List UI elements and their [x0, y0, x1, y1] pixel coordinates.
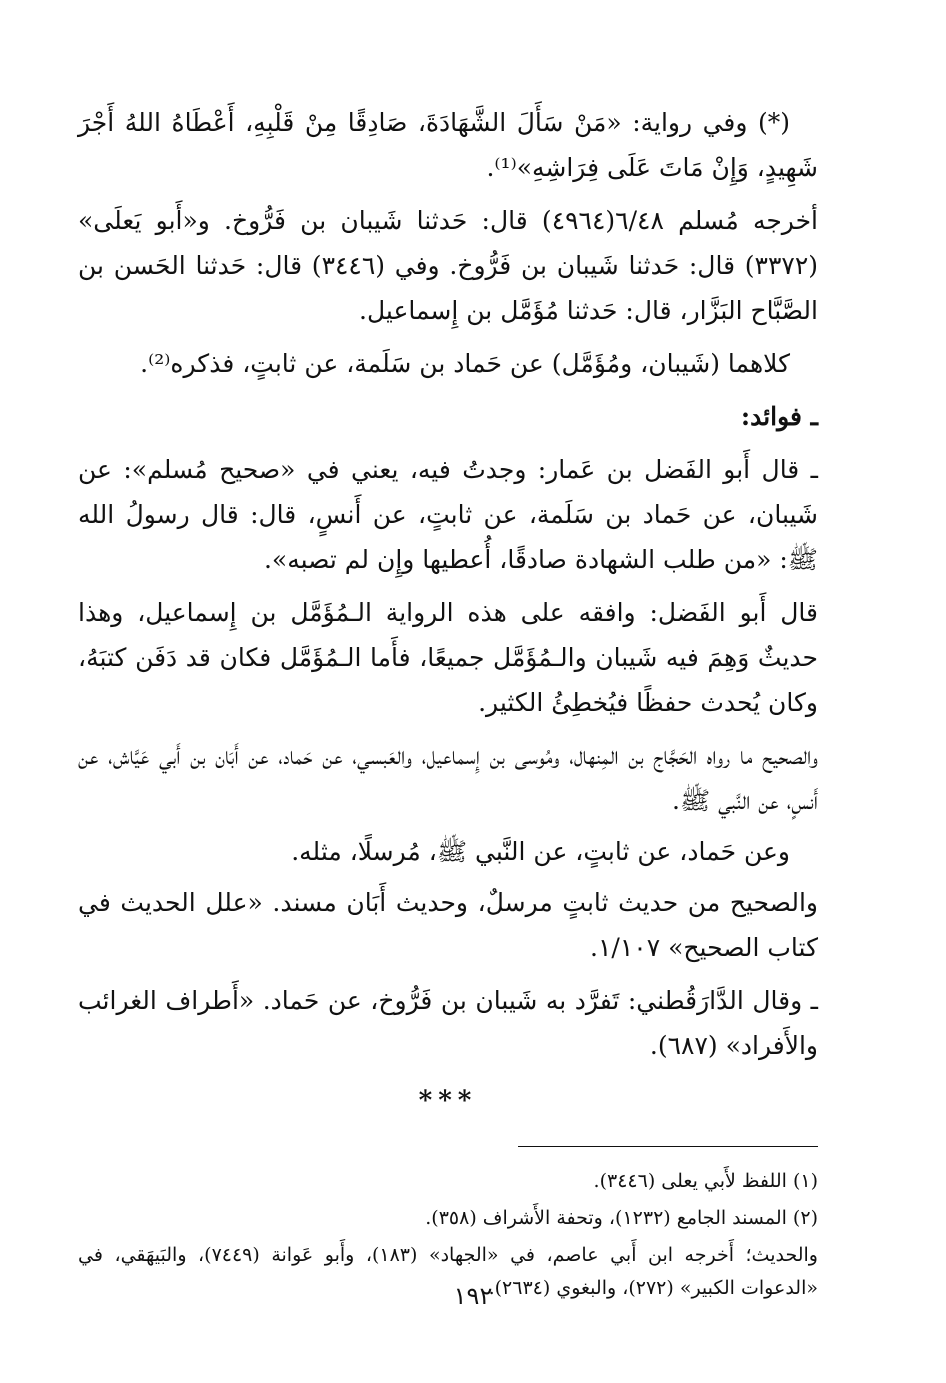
page-number: ١٩٢	[453, 1282, 493, 1310]
section-heading-fawaid: ـ فوائد:	[740, 402, 818, 431]
fawaid-paragraph-4: وعن حَماد، عن ثابتٍ، عن النَّبي ﷺ، مُرسلًا، مثله.	[291, 837, 790, 866]
footnote-separator-rule	[518, 1146, 818, 1147]
section-separator-stars: ***	[418, 1086, 478, 1116]
footnote-2: (٢) المسند الجامع (١٢٣٢)، وتحفة الأَشراف (٣٥٨).	[425, 1207, 818, 1229]
fawaid-paragraph-1: ـ قال أَبو الفَضل بن عَمار: وجدتُ فيه، يعني في «صحيح مُسلم»: عن شَيبان، عن حَماد بن سَلَمة، عن ثابتٍ، عن أَنسٍ، قال: قال رسولُ الله ﷺ: «من طلب الشهادة صادقًا، أُعطيها وإِن لم تصبه».	[78, 455, 818, 574]
page-body	[78, 100, 818, 1309]
footnote-1: (١) اللفظ لأَبي يعلى (٣٤٤٦).	[593, 1170, 818, 1192]
takhrij-paragraph: أخرجه مُسلم ٦/٤٨(٤٩٦٤) قال: حَدثنا شَيبان بن فَرُّوخ. و«أَبو يَعلَى» (٣٣٧٢) قال: حَدثنا شَيبان بن فَرُّوخ. وفي (٣٤٤٦) قال: حَدثنا الحَسن بن الصَّبَّاح البَزَّار، قال: حَدثنا مُؤَمَّل بن إِسماعيل.	[78, 206, 819, 325]
hadith-narration: (*) وفي رواية: «مَنْ سَأَلَ الشَّهَادَةَ، صَادِقًا مِنْ قَلْبِهِ، أَعْطَاهُ اللهُ أَجْرَ شَهِيدٍ، وَإِنْ مَاتَ عَلَى فِرَاشِهِ»⁽¹⁾.	[78, 108, 818, 182]
footnote-rule-wrap	[78, 1146, 818, 1147]
fawaid-paragraph-3: والصحيح ما رواه الحَجَّاج بن المِنهال، ومُوسى بن إِسماعيل، والعَبسي، عن حَماد، عن أَبَان بن أَبي عَيَّاش، عن أَنسٍ، عن النَّبي ﷺ.	[78, 741, 818, 815]
fawaid-paragraph-6: ـ وقال الدَّارَقُطني: تَفرَّد به شَيبان بن فَرُّوخ، عن حَماد. «أَطراف الغرائب والأَفراد» (٦٨٧).	[78, 986, 818, 1060]
footnote-2-continuation: والحديث؛ أَخرجه ابن أَبي عاصم، في «الجهاد» (١٨٣)، وأَبو عَوانة (٧٤٤٩)، والبَيهَقي، في «الدعوات الكبير» (٢٧٢)، والبغوي (٢٦٣٤).	[78, 1244, 818, 1299]
isnad-summary: كلاهما (شَيبان، ومُؤَمَّل) عن حَماد بن سَلَمة، عن ثابتٍ، فذكره⁽²⁾.	[140, 349, 790, 378]
fawaid-paragraph-2: قال أَبو الفَضل: وافقه على هذه الرواية الـمُؤَمَّل بن إِسماعيل، وهذا حديثٌ وَهِمَ فيه شَيبان والـمُؤَمَّل جميعًا، فأَما الـمُؤَمَّل فكان قد دَفَن كتبَهُ، وكان يُحدث حفظًا فيُخطِئُ الكثير.	[78, 598, 818, 717]
fawaid-paragraph-5: والصحيح من حديث ثابتٍ مرسلٌ، وحديث أَبَان مسند. «علل الحديث في كتاب الصحيح» ١/١٠٧.	[78, 888, 818, 962]
